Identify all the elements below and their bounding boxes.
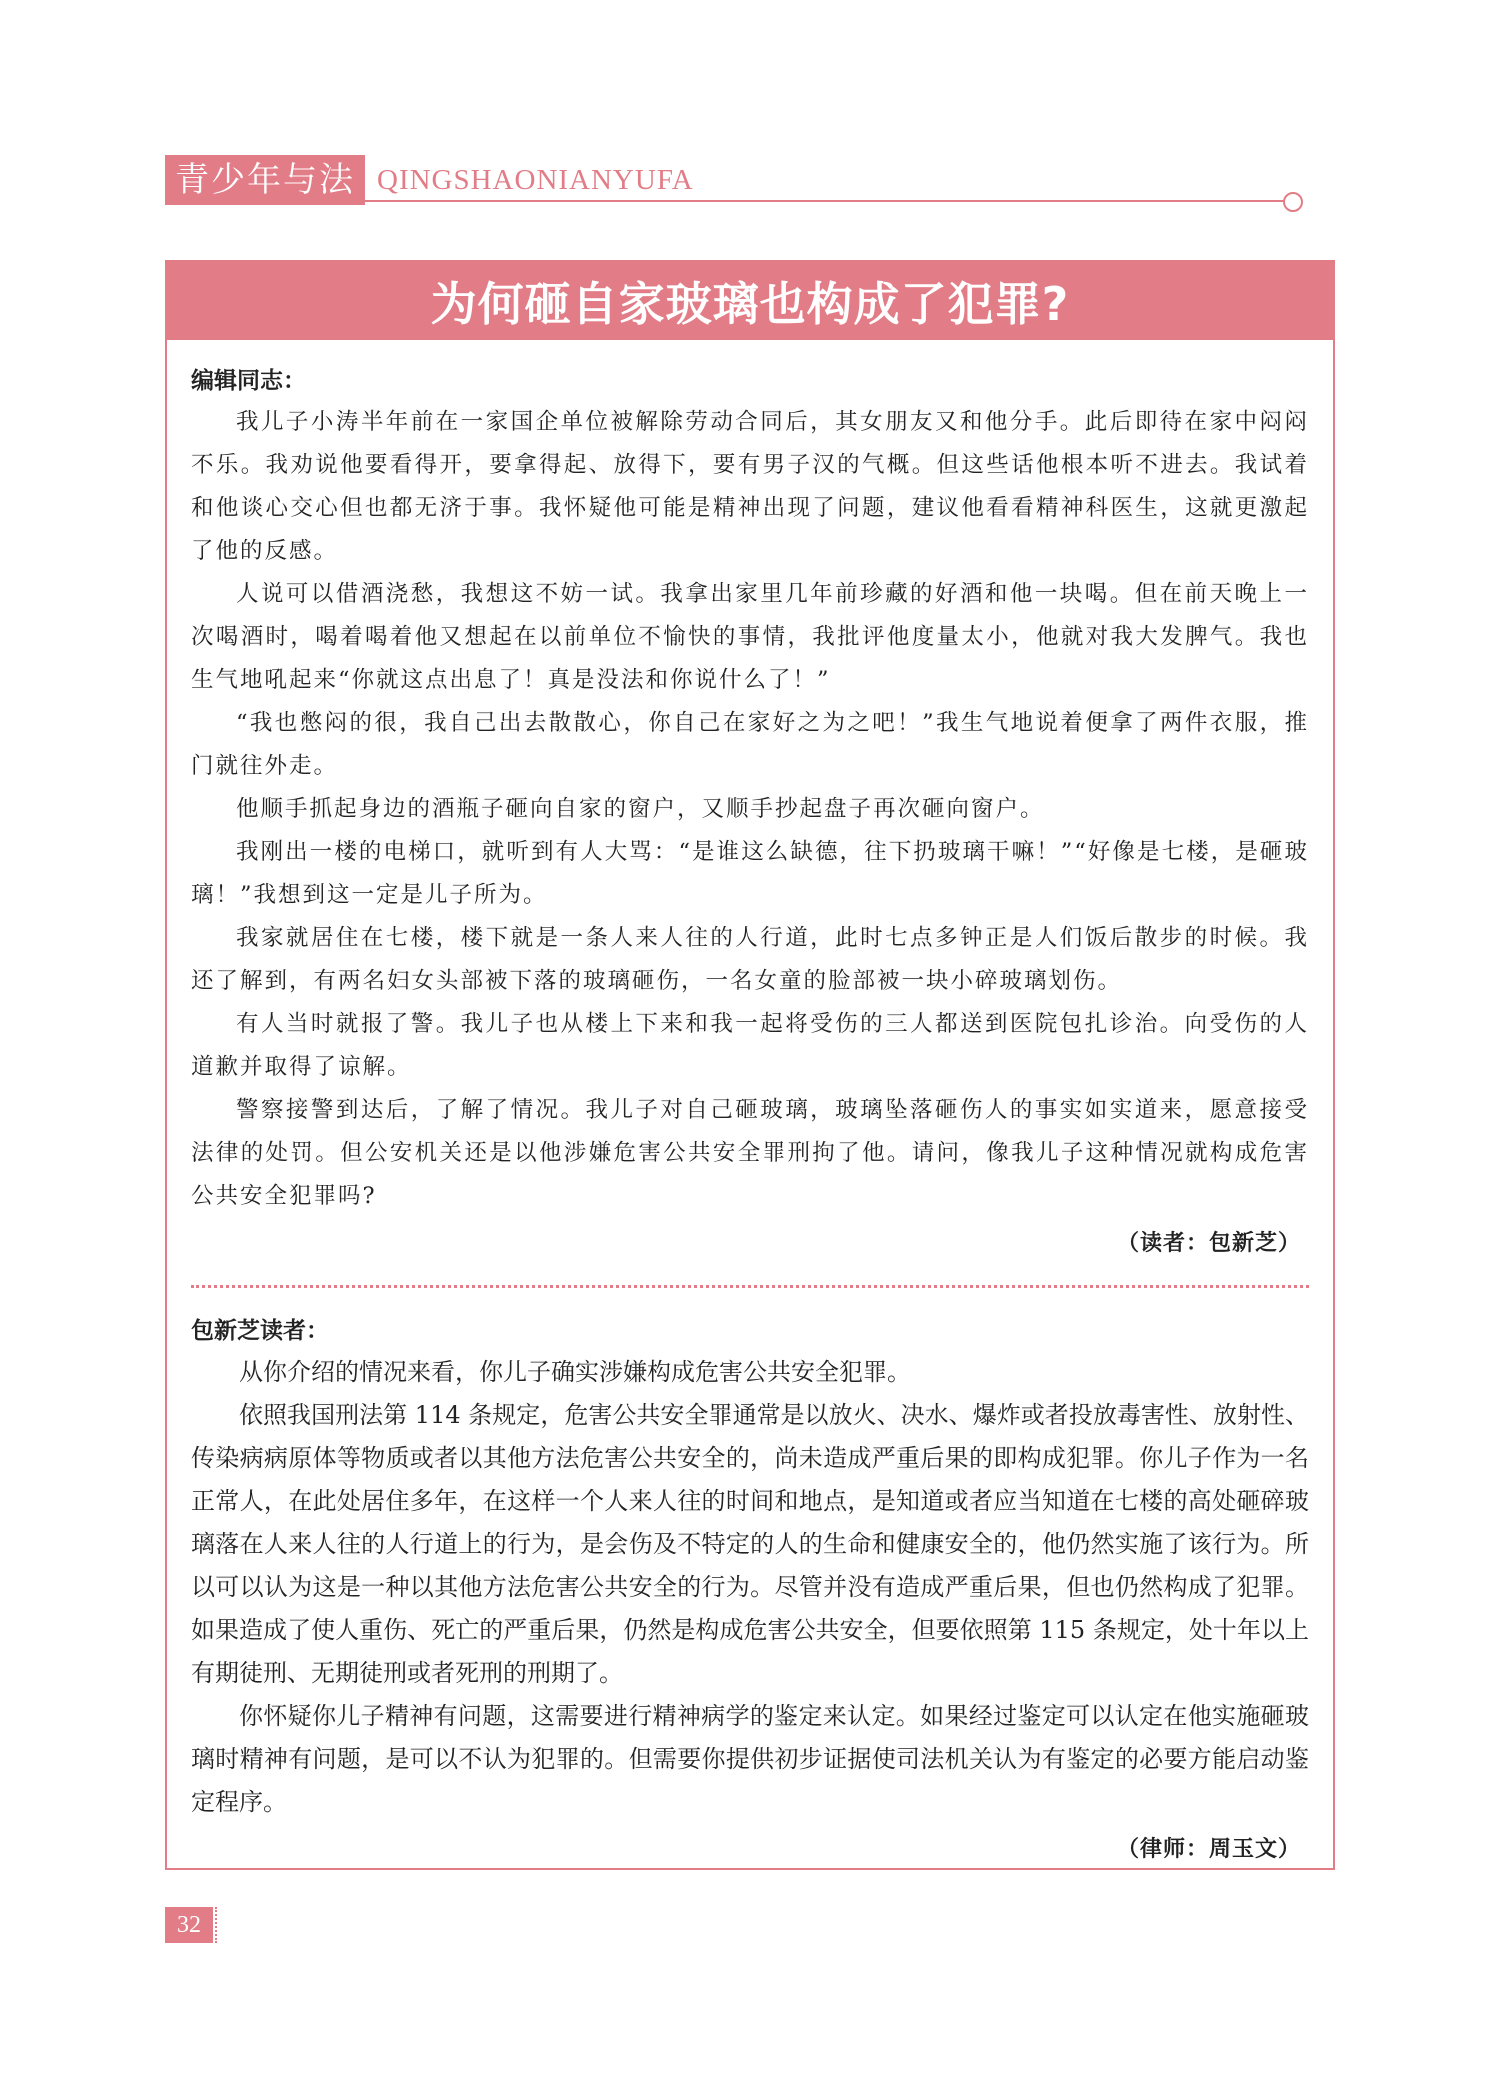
title-band: [167, 262, 1333, 340]
page-number-tick: [215, 1907, 217, 1943]
letter-paragraph: 警察接警到达后，了解了情况。我儿子对自己砸玻璃，玻璃坠落砸伤人的事实如实道来，愿意接受法律的处罚。但公安机关还是以他涉嫌危害公共安全罪刑拘了他。请问，像我儿子这种情况就构成危害公共安全犯罪吗?: [191, 1097, 1309, 1209]
column-tag: 青少年与法: [165, 155, 365, 205]
letter-salutation: 编辑同志：: [191, 368, 306, 394]
letter-paragraph: “我也憋闷的很，我自己出去散散心，你自己在家好之为之吧！”我生气地说着便拿了两件衣服，推门就往外走。: [191, 710, 1309, 779]
article-frame: [165, 260, 1335, 1870]
reply-signature: （律师：周玉文）: [1116, 1837, 1301, 1862]
reply-salutation: 包新芝读者：: [191, 1318, 329, 1344]
header-rule: [165, 200, 1285, 202]
letter-paragraph: 他顺手抓起身边的酒瓶子砸向自家的窗户，又顺手抄起盘子再次砸向窗户。: [236, 796, 1045, 822]
running-header: [165, 155, 694, 205]
letter-paragraph: 我刚出一楼的电梯口，就听到有人大骂：“是谁这么缺德，往下扔玻璃干嘛！”“好像是七楼，是砸玻璃！”我想到这一定是儿子所为。: [191, 839, 1309, 908]
reader-letter: [191, 362, 1309, 1257]
letter-paragraph: 有人当时就报了警。我儿子也从楼上下来和我一起将受伤的三人都送到医院包扎诊治。向受伤的人道歉并取得了谅解。: [191, 1011, 1309, 1080]
reply-paragraph: 从你介绍的情况来看，你儿子确实涉嫌构成危害公共安全犯罪。: [239, 1358, 911, 1386]
article-content: [167, 340, 1333, 1863]
article-title: 为何砸自家玻璃也构成了犯罪?: [430, 277, 1070, 331]
letter-signature: （读者：包新芝）: [1116, 1231, 1301, 1256]
letter-paragraph: 我家就居住在七楼，楼下就是一条人来人往的人行道，此时七点多钟正是人们饭后散步的时候。我还了解到，有两名妇女头部被下落的玻璃砸伤，一名女童的脸部被一块小碎玻璃划伤。: [191, 925, 1309, 994]
dotted-divider: [191, 1285, 1309, 1288]
page-number: 32: [165, 1907, 213, 1943]
header-circle-ornament: [1283, 192, 1303, 212]
lawyer-reply: [191, 1312, 1309, 1863]
reply-paragraph: 你怀疑你儿子精神有问题，这需要进行精神病学的鉴定来认定。如果经过鉴定可以认定在他实施砸玻璃时精神有问题，是可以不认为犯罪的。但需要你提供初步证据使司法机关认为有鉴定的必要方能启动鉴定程序。: [191, 1702, 1309, 1816]
reply-paragraph: 依照我国刑法第 114 条规定，危害公共安全罪通常是以放火、决水、爆炸或者投放毒害性、放射性、传染病病原体等物质或者以其他方法危害公共安全的，尚未造成严重后果的即构成犯罪。你儿子作为一名正常人，在此处居住多年，在这样一个人来人往的时间和地点，是知道或者应当知道在七楼的高处砸碎玻璃落在人来人往的人行道上的行为，是会伤及不特定的人的生命和健康安全的，他仍然实施了该行为。所以可以认为这是一种以其他方法危害公共安全的行为。尽管并没有造成严重后果，但也仍然构成了犯罪。如果造成了使人重伤、死亡的严重后果，仍然是构成危害公共安全，但要依照第 115 条规定，处十年以上有期徒刑、无期徒刑或者死刑的刑期了。: [191, 1401, 1309, 1687]
letter-paragraph: 人说可以借酒浇愁，我想这不妨一试。我拿出家里几年前珍藏的好酒和他一块喝。但在前天晚上一次喝酒时，喝着喝着他又想起在以前单位不愉快的事情，我批评他度量太小，他就对我大发脾气。我也生气地吼起来“你就这点出息了！真是没法和你说什么了！”: [191, 581, 1309, 693]
column-pinyin: QINGSHAONIANYUFA: [377, 163, 694, 196]
letter-paragraph: 我儿子小涛半年前在一家国企单位被解除劳动合同后，其女朋友又和他分手。此后即待在家中闷闷不乐。我劝说他要看得开，要拿得起、放得下，要有男子汉的气概。但这些话他根本听不进去。我试着和他谈心交心但也都无济于事。我怀疑他可能是精神出现了问题，建议他看看精神科医生，这就更激起了他的反感。: [191, 409, 1309, 564]
